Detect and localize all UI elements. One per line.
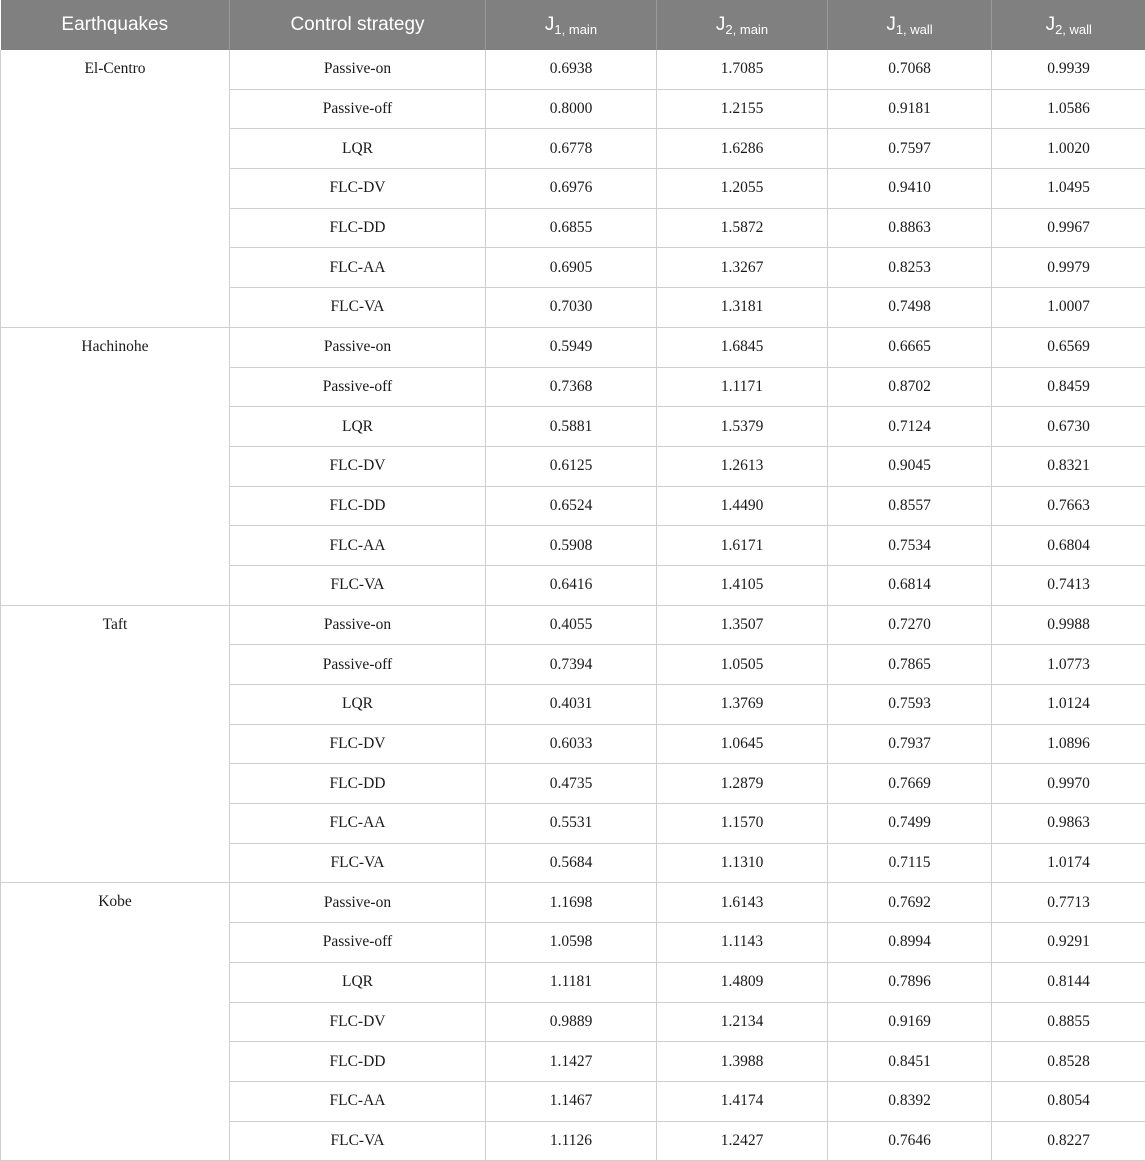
j2-wall-cell: 0.8459 <box>992 367 1145 407</box>
j2-wall-cell: 0.9988 <box>992 605 1145 645</box>
j2-main-cell: 1.6845 <box>657 327 828 367</box>
j1-wall-cell: 0.7896 <box>828 962 992 1002</box>
j1-wall-cell: 0.8994 <box>828 923 992 963</box>
j1-wall-cell: 0.6814 <box>828 565 992 605</box>
j1-wall-cell: 0.7068 <box>828 50 992 89</box>
control-strategy-cell: FLC-DD <box>230 764 486 804</box>
j2-wall-cell: 0.8528 <box>992 1042 1145 1082</box>
j2-wall-cell: 1.0007 <box>992 288 1145 328</box>
j1-main-cell: 1.1698 <box>486 883 657 923</box>
j1-wall-cell: 0.7534 <box>828 526 992 566</box>
j2-wall-cell: 1.0586 <box>992 89 1145 129</box>
j1-wall-cell: 0.7597 <box>828 129 992 169</box>
j1-main-cell: 0.6778 <box>486 129 657 169</box>
j1-wall-cell: 0.8557 <box>828 486 992 526</box>
header-j2-main-sub: 2, main <box>725 22 768 37</box>
j2-main-cell: 1.3181 <box>657 288 828 328</box>
j2-wall-cell: 1.0495 <box>992 169 1145 209</box>
j1-main-cell: 0.6855 <box>486 208 657 248</box>
control-strategy-cell: FLC-VA <box>230 288 486 328</box>
j1-wall-cell: 0.8702 <box>828 367 992 407</box>
j2-wall-cell: 0.9970 <box>992 764 1145 804</box>
j1-main-cell: 0.8000 <box>486 89 657 129</box>
j2-main-cell: 1.4809 <box>657 962 828 1002</box>
j2-main-cell: 1.3267 <box>657 248 828 288</box>
j2-wall-cell: 1.0174 <box>992 843 1145 883</box>
j2-main-cell: 1.5872 <box>657 208 828 248</box>
j1-main-cell: 0.4031 <box>486 685 657 725</box>
j1-main-cell: 0.4055 <box>486 605 657 645</box>
table-body <box>1 50 1145 1161</box>
j2-wall-cell: 0.8855 <box>992 1002 1145 1042</box>
header-j2-main-base: J <box>716 14 726 35</box>
j2-wall-cell: 1.0773 <box>992 645 1145 685</box>
j2-main-cell: 1.3507 <box>657 605 828 645</box>
control-strategy-cell: FLC-VA <box>230 1121 486 1161</box>
j1-wall-cell: 0.7865 <box>828 645 992 685</box>
j2-main-cell: 1.7085 <box>657 50 828 89</box>
j1-wall-cell: 0.8863 <box>828 208 992 248</box>
control-strategy-cell: FLC-DV <box>230 169 486 209</box>
j1-main-cell: 0.7368 <box>486 367 657 407</box>
j1-main-cell: 0.5949 <box>486 327 657 367</box>
j1-wall-cell: 0.9181 <box>828 89 992 129</box>
control-strategy-cell: Passive-on <box>230 883 486 923</box>
j2-main-cell: 1.1143 <box>657 923 828 963</box>
j1-wall-cell: 0.8392 <box>828 1081 992 1121</box>
j2-main-cell: 1.2879 <box>657 764 828 804</box>
j2-wall-cell: 1.0020 <box>992 129 1145 169</box>
control-strategy-cell: FLC-DV <box>230 446 486 486</box>
j1-wall-cell: 0.7646 <box>828 1121 992 1161</box>
j2-wall-cell: 1.0124 <box>992 685 1145 725</box>
control-strategy-cell: Passive-off <box>230 923 486 963</box>
j2-main-cell: 1.6171 <box>657 526 828 566</box>
control-strategy-cell: Passive-on <box>230 327 486 367</box>
control-strategy-cell: FLC-DD <box>230 208 486 248</box>
control-strategy-cell: FLC-AA <box>230 804 486 844</box>
j1-main-cell: 0.7030 <box>486 288 657 328</box>
header-earthquakes: Earthquakes <box>1 0 230 50</box>
j2-main-cell: 1.2427 <box>657 1121 828 1161</box>
header-j1-main <box>486 0 657 50</box>
table-row <box>1 50 1145 89</box>
header-j1-wall-sub: 1, wall <box>896 22 933 37</box>
control-strategy-cell: FLC-DD <box>230 486 486 526</box>
j1-main-cell: 0.7394 <box>486 645 657 685</box>
j2-wall-cell: 0.6730 <box>992 407 1145 447</box>
j1-wall-cell: 0.7593 <box>828 685 992 725</box>
j1-main-cell: 0.6416 <box>486 565 657 605</box>
j2-main-cell: 1.3769 <box>657 685 828 725</box>
j1-wall-cell: 0.7270 <box>828 605 992 645</box>
table-row <box>1 883 1145 923</box>
j1-wall-cell: 0.9410 <box>828 169 992 209</box>
header-j1-wall-base: J <box>886 14 896 35</box>
control-strategy-cell: FLC-VA <box>230 843 486 883</box>
j1-main-cell: 0.6976 <box>486 169 657 209</box>
control-strategy-cell: FLC-AA <box>230 248 486 288</box>
control-strategy-cell: LQR <box>230 962 486 1002</box>
j1-main-cell: 0.5881 <box>486 407 657 447</box>
earthquake-cell: Taft <box>1 605 230 883</box>
header-row <box>1 0 1145 50</box>
table-row <box>1 327 1145 367</box>
j1-wall-cell: 0.7115 <box>828 843 992 883</box>
j2-main-cell: 1.6143 <box>657 883 828 923</box>
j1-main-cell: 0.4735 <box>486 764 657 804</box>
j1-main-cell: 1.1467 <box>486 1081 657 1121</box>
table-header <box>1 0 1145 50</box>
j1-wall-cell: 0.7692 <box>828 883 992 923</box>
j1-main-cell: 0.9889 <box>486 1002 657 1042</box>
j1-main-cell: 0.5908 <box>486 526 657 566</box>
j2-wall-cell: 0.8054 <box>992 1081 1145 1121</box>
j2-main-cell: 1.0645 <box>657 724 828 764</box>
header-j1-main-base: J <box>545 14 555 35</box>
j2-wall-cell: 0.7413 <box>992 565 1145 605</box>
earthquake-cell: Kobe <box>1 883 230 1161</box>
j1-main-cell: 0.6033 <box>486 724 657 764</box>
j2-main-cell: 1.2134 <box>657 1002 828 1042</box>
j2-main-cell: 1.3988 <box>657 1042 828 1082</box>
control-strategy-cell: LQR <box>230 407 486 447</box>
j2-main-cell: 1.4174 <box>657 1081 828 1121</box>
j2-main-cell: 1.2055 <box>657 169 828 209</box>
j2-wall-cell: 0.9979 <box>992 248 1145 288</box>
j2-wall-cell: 0.9291 <box>992 923 1145 963</box>
j1-main-cell: 0.5684 <box>486 843 657 883</box>
j1-wall-cell: 0.7124 <box>828 407 992 447</box>
j2-main-cell: 1.1171 <box>657 367 828 407</box>
control-strategy-cell: LQR <box>230 129 486 169</box>
j2-main-cell: 1.4105 <box>657 565 828 605</box>
header-j2-wall-sub: 2, wall <box>1055 22 1092 37</box>
j1-main-cell: 0.6905 <box>486 248 657 288</box>
control-strategy-cell: FLC-DV <box>230 1002 486 1042</box>
j2-main-cell: 1.2155 <box>657 89 828 129</box>
control-strategy-cell: FLC-VA <box>230 565 486 605</box>
earthquake-cell: Hachinohe <box>1 327 230 605</box>
j1-main-cell: 1.1181 <box>486 962 657 1002</box>
j1-wall-cell: 0.9045 <box>828 446 992 486</box>
header-j2-wall-base: J <box>1046 14 1056 35</box>
j1-wall-cell: 0.8451 <box>828 1042 992 1082</box>
header-control-strategy: Control strategy <box>230 0 486 50</box>
control-strategy-cell: FLC-AA <box>230 1081 486 1121</box>
j2-wall-cell: 0.9939 <box>992 50 1145 89</box>
j1-main-cell: 0.6938 <box>486 50 657 89</box>
j2-main-cell: 1.1310 <box>657 843 828 883</box>
j2-wall-cell: 0.6804 <box>992 526 1145 566</box>
j1-main-cell: 0.6125 <box>486 446 657 486</box>
j2-main-cell: 1.1570 <box>657 804 828 844</box>
j1-main-cell: 0.5531 <box>486 804 657 844</box>
j1-wall-cell: 0.7499 <box>828 804 992 844</box>
control-strategy-cell: Passive-off <box>230 89 486 129</box>
header-j1-main-sub: 1, main <box>554 22 597 37</box>
j1-main-cell: 1.1126 <box>486 1121 657 1161</box>
j2-main-cell: 1.2613 <box>657 446 828 486</box>
j2-wall-cell: 0.7663 <box>992 486 1145 526</box>
j2-wall-cell: 0.9967 <box>992 208 1145 248</box>
j2-wall-cell: 0.7713 <box>992 883 1145 923</box>
j1-wall-cell: 0.8253 <box>828 248 992 288</box>
header-j2-wall <box>992 0 1145 50</box>
j2-wall-cell: 0.8321 <box>992 446 1145 486</box>
control-strategy-cell: Passive-on <box>230 50 486 89</box>
j1-wall-cell: 0.7498 <box>828 288 992 328</box>
header-j1-wall <box>828 0 992 50</box>
j1-wall-cell: 0.7937 <box>828 724 992 764</box>
control-strategy-cell: LQR <box>230 685 486 725</box>
j2-main-cell: 1.0505 <box>657 645 828 685</box>
control-strategy-cell: FLC-DD <box>230 1042 486 1082</box>
j1-wall-cell: 0.6665 <box>828 327 992 367</box>
j2-main-cell: 1.5379 <box>657 407 828 447</box>
j2-wall-cell: 0.9863 <box>992 804 1145 844</box>
control-strategy-cell: FLC-DV <box>230 724 486 764</box>
j2-main-cell: 1.6286 <box>657 129 828 169</box>
j2-main-cell: 1.4490 <box>657 486 828 526</box>
j2-wall-cell: 0.8144 <box>992 962 1145 1002</box>
j1-main-cell: 1.1427 <box>486 1042 657 1082</box>
header-j2-main <box>657 0 828 50</box>
control-strategy-cell: Passive-on <box>230 605 486 645</box>
j1-wall-cell: 0.9169 <box>828 1002 992 1042</box>
control-strategy-cell: FLC-AA <box>230 526 486 566</box>
j2-wall-cell: 0.6569 <box>992 327 1145 367</box>
j2-wall-cell: 0.8227 <box>992 1121 1145 1161</box>
j2-wall-cell: 1.0896 <box>992 724 1145 764</box>
control-strategy-cell: Passive-off <box>230 367 486 407</box>
table-row <box>1 605 1145 645</box>
j1-main-cell: 0.6524 <box>486 486 657 526</box>
control-strategy-cell: Passive-off <box>230 645 486 685</box>
j1-main-cell: 1.0598 <box>486 923 657 963</box>
j1-wall-cell: 0.7669 <box>828 764 992 804</box>
earthquake-cell: El-Centro <box>1 50 230 327</box>
